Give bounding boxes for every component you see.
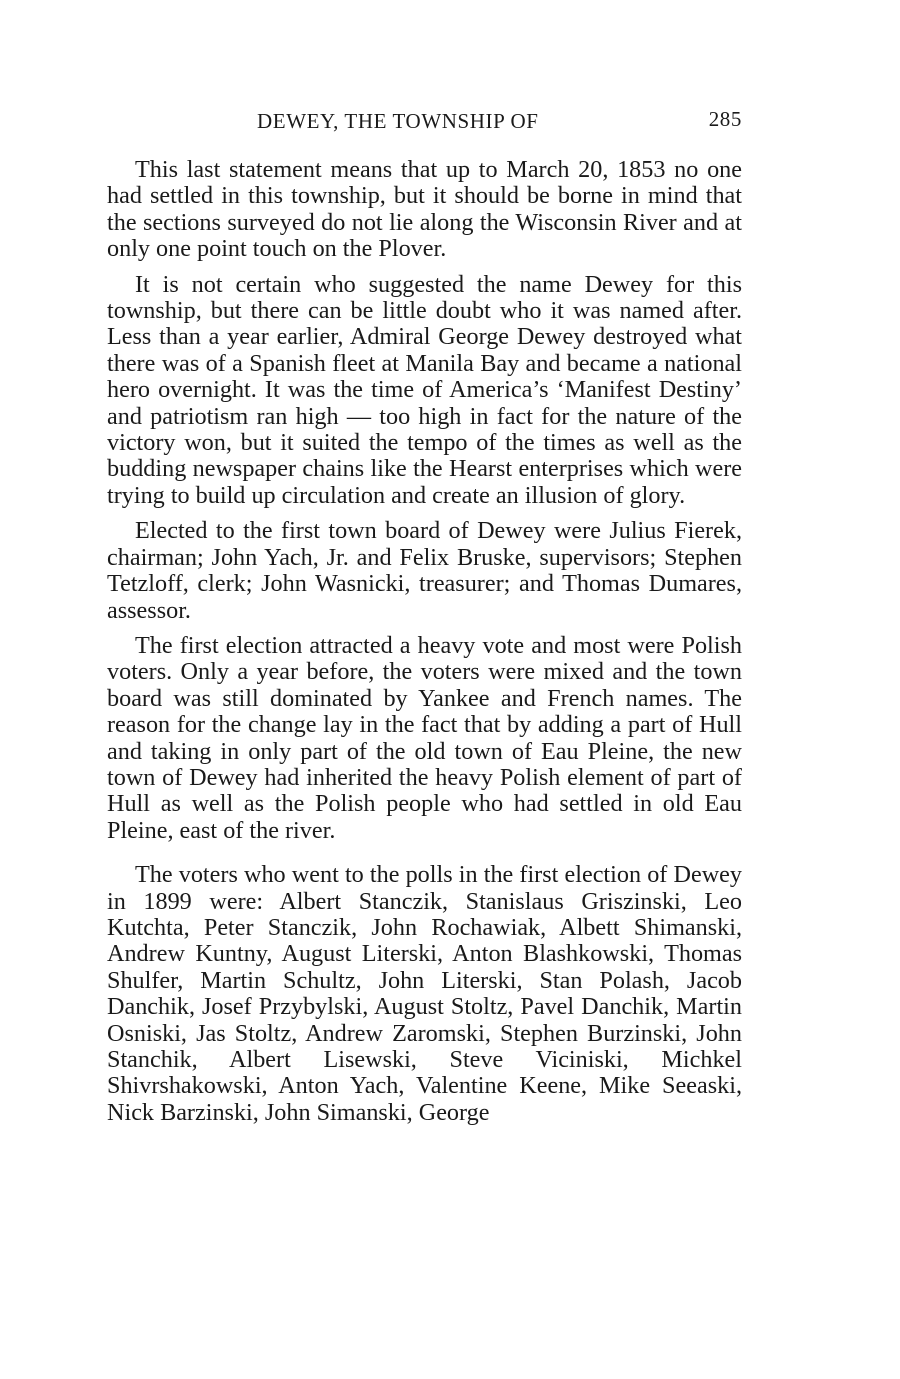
paragraph-first-election: The first election attracted a heavy vote and most were Polish voters. Only a year before, the voters were mixed and the town board was still dominated by Yankee and French names. The reason for the change lay in the fact that by adding a part of Hull and taking in only part of the old town of Eau Pleine, the new town of Dewey had inherited the heavy Polish element of part of Hull as well as the Polish people who had settled in old Eau Pleine, east of the river. xyxy=(107,631,742,844)
book-page xyxy=(107,103,742,1135)
paragraph-voter-list: The voters who went to the polls in the first election of Dewey in 1899 were: Albert Stanczik, Stanislaus Griszinski, Leo Kutchta, Peter Stanczik, John Rochawiak, Albett Shimanski, Andrew Kuntny, August Literski, Anton Blashkowski, Thomas Shulfer, Martin Schultz, John Literski, Stan Polash, Jacob Danchik, Josef Przybylski, August Stoltz, Pavel Danchik, Martin Osniski, Jas Stoltz, Andrew Zaromski, Stephen Burzinski, John Stanchik, Albert Lisewski, Steve Viciniski, Michkel Shivrshakowski, Anton Yach, Valentine Keene, Mike Seeaski, Nick Barzinski, John Simanski, George xyxy=(107,861,742,1126)
paragraph-march-statement: This last statement means that up to March 20, 1853 no one had settled in this township, but it should be borne in mind that the sections surveyed do not lie along the Wisconsin River and at only one point touch on the Plover. xyxy=(107,156,742,263)
running-head xyxy=(107,103,742,137)
running-title: DEWEY, THE TOWNSHIP OF xyxy=(257,109,539,133)
paragraph-dewey-name: It is not certain who suggested the name Dewey for this township, but there can be little doubt who it was named after. Less than a year earlier, Admiral George Dewey destroyed what there was of a Spanish fleet at Manila Bay and became a national hero overnight. It was the time of America’s ‘Manifest Destiny’ and patriotism ran high — too high in fact for the nature of the victory won, but it suited the tempo of the times as well as the budding newspaper chains like the Hearst enterprises which were trying to build up circulation and create an illusion of glory. xyxy=(107,270,742,509)
paragraph-town-board: Elected to the first town board of Dewey were Julius Fierek, chairman; John Yach, Jr. and Felix Bruske, supervisors; Stephen Tetzloff, clerk; John Wasnicki, treasurer; and Thomas Dumares, assessor. xyxy=(107,517,742,624)
body-text xyxy=(107,157,742,1126)
page-number: 285 xyxy=(708,107,742,131)
